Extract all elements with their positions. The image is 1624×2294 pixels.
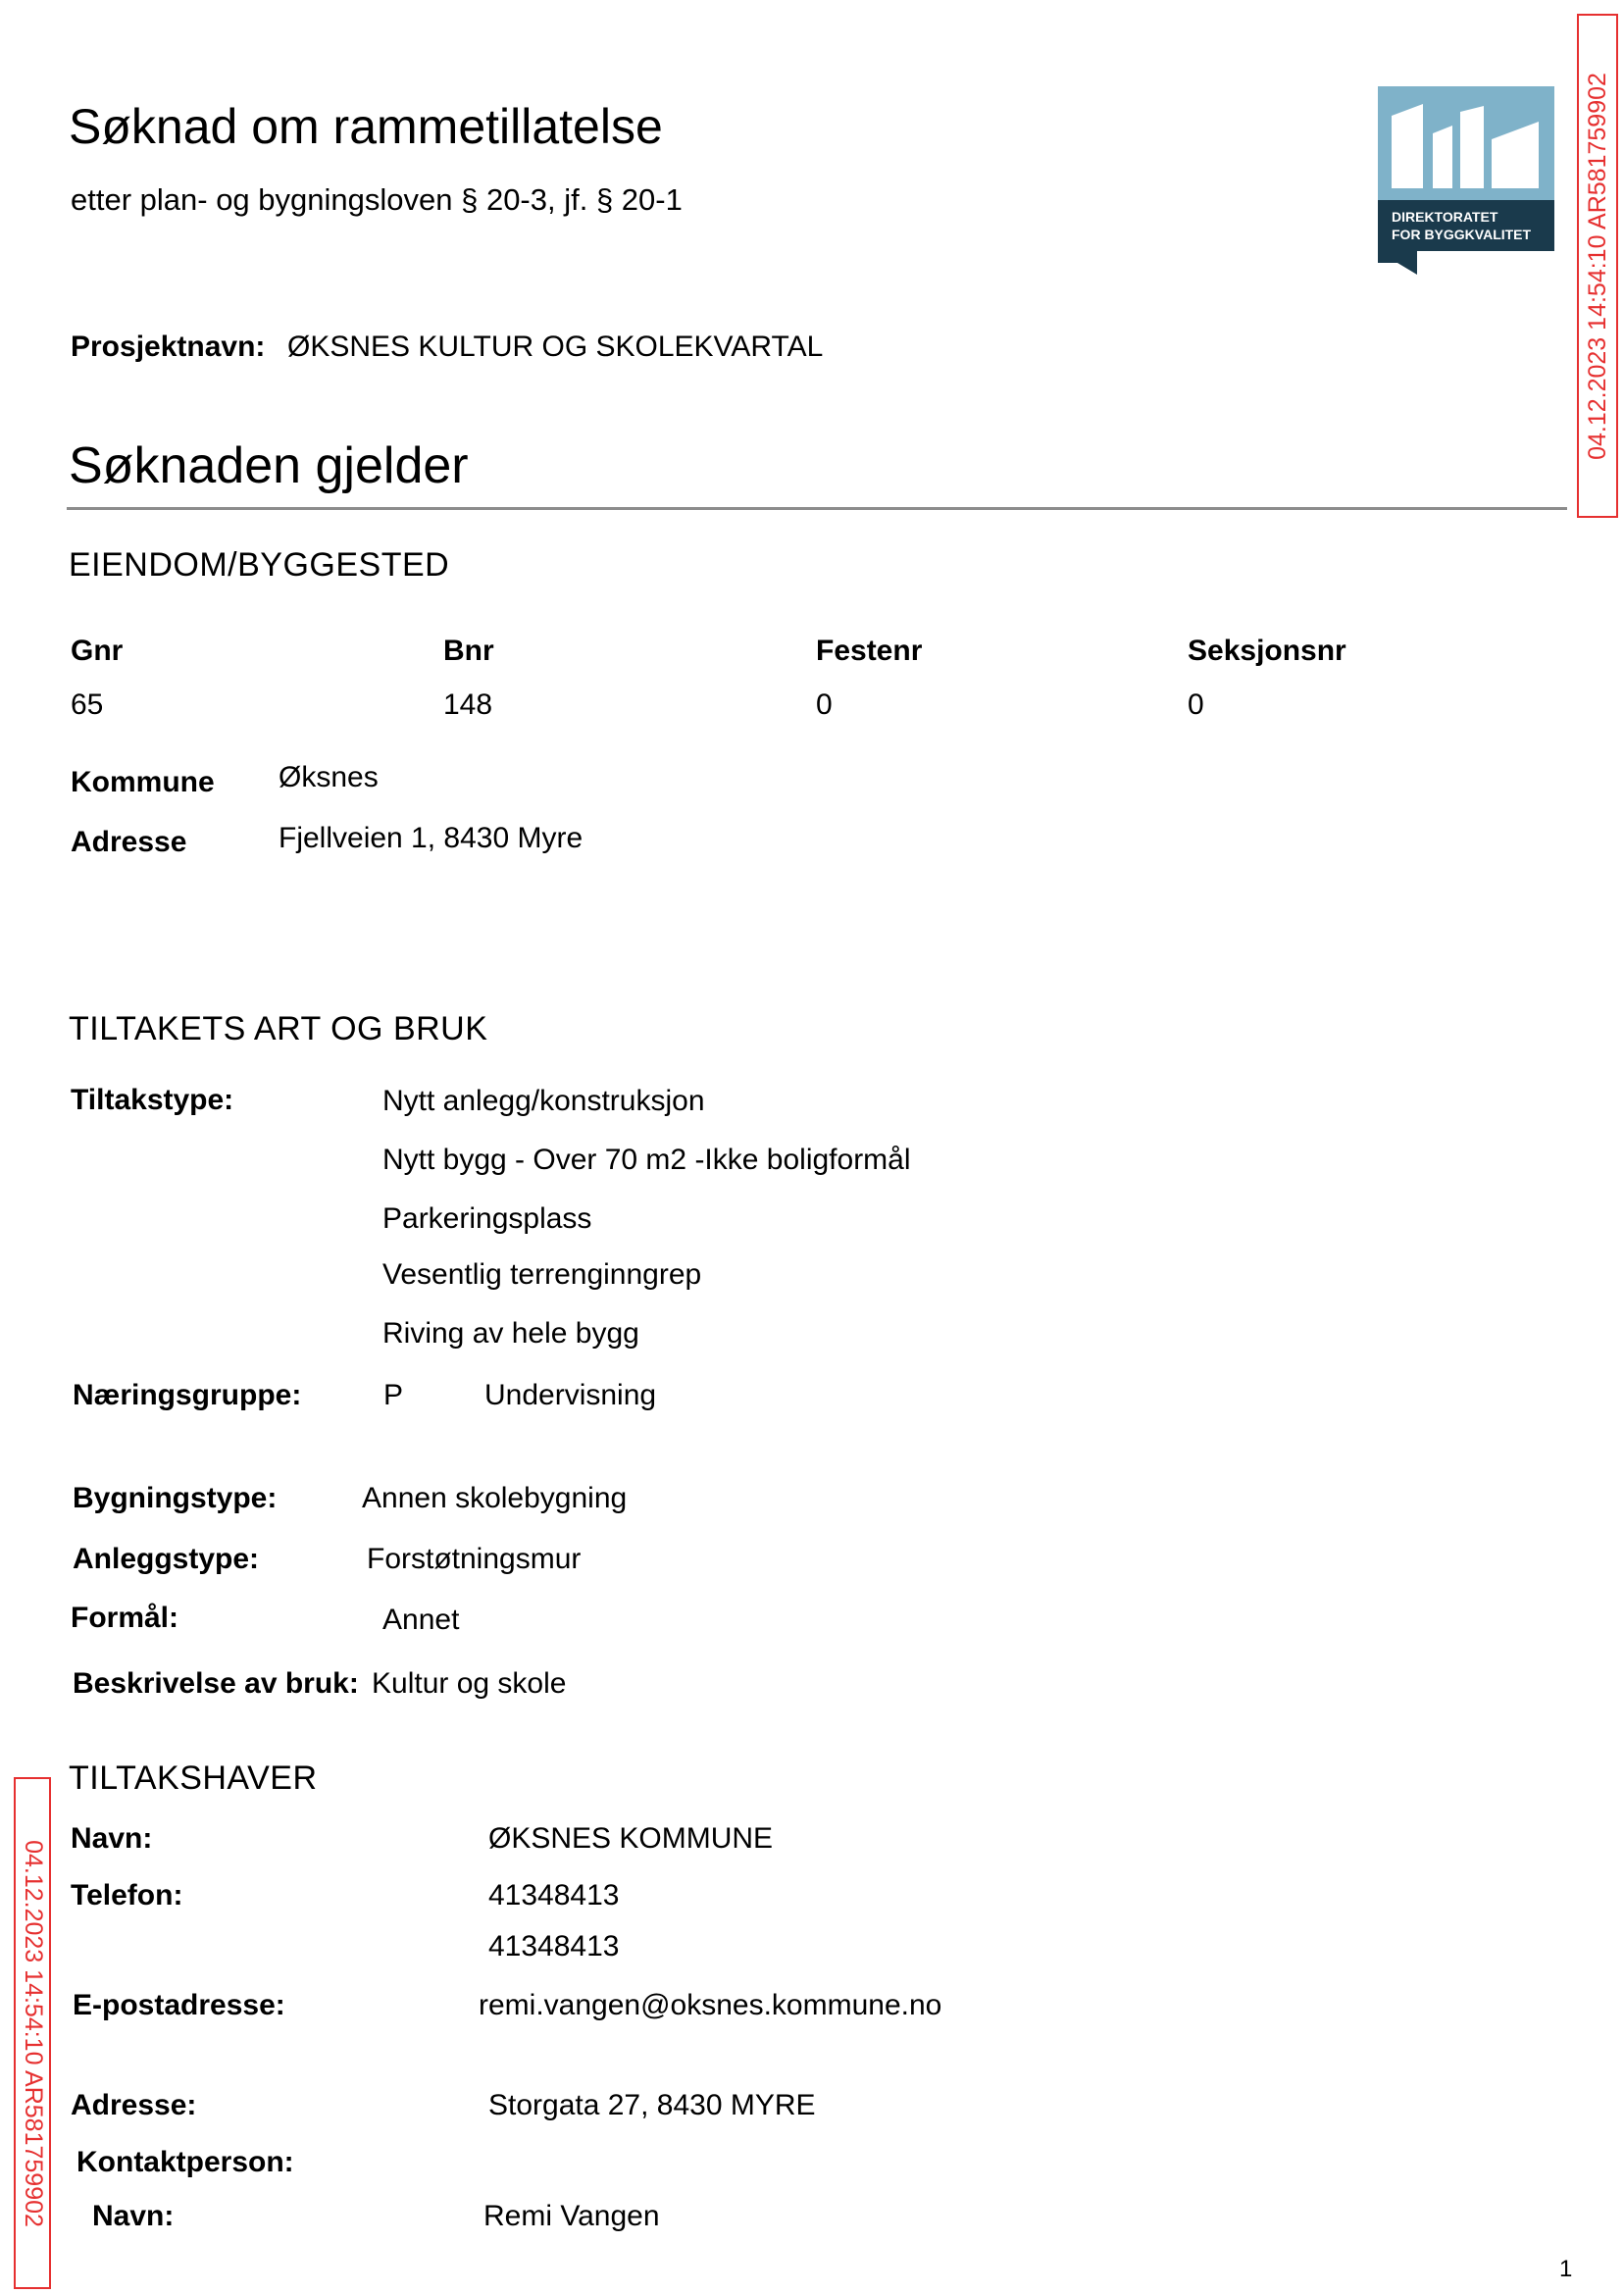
- epost-label: E-postadresse:: [73, 1989, 285, 2021]
- section-divider: [67, 507, 1567, 510]
- bnr-value: 148: [443, 688, 493, 721]
- tiltakstype-item: Nytt anlegg/konstruksjon: [382, 1085, 705, 1117]
- tiltak-heading: TILTAKETS ART OG BRUK: [69, 1010, 488, 1047]
- logo-line-2: FOR BYGGKVALITET: [1392, 227, 1532, 242]
- naeringsgruppe-code: P: [383, 1379, 404, 1411]
- tiltakshaver-adresse-value: Storgata 27, 8430 MYRE: [488, 2089, 816, 2121]
- telefon-value: 41348413: [488, 1879, 620, 1912]
- kommune-value: Øksnes: [279, 761, 379, 793]
- beskrivelse-label: Beskrivelse av bruk:: [73, 1667, 359, 1700]
- page-subtitle: etter plan- og bygningsloven § 20-3, jf. § 20-1: [71, 182, 683, 217]
- tiltakshaver-heading: TILTAKSHAVER: [69, 1759, 318, 1797]
- archive-stamp-left: 04.12.2023 14:54:10 AR581759902: [14, 1777, 51, 2289]
- formal-label: Formål:: [71, 1602, 179, 1634]
- navn-label: Navn:: [71, 1822, 153, 1855]
- tiltakstype-item: Parkeringsplass: [382, 1202, 592, 1235]
- kommune-label: Kommune: [71, 766, 215, 798]
- epost-value: remi.vangen@oksnes.kommune.no: [479, 1989, 942, 2021]
- anleggstype-label: Anleggstype:: [73, 1543, 260, 1575]
- seksjonsnr-value: 0: [1188, 688, 1204, 721]
- naeringsgruppe-label: Næringsgruppe:: [73, 1379, 302, 1411]
- section-title: Søknaden gjelder: [69, 437, 469, 494]
- logo-bottom-panel: [1378, 200, 1554, 251]
- bygningstype-value: Annen skolebygning: [362, 1482, 628, 1514]
- kontakt-navn-label: Navn:: [92, 2200, 175, 2232]
- gnr-value: 65: [71, 688, 104, 721]
- bnr-label: Bnr: [443, 635, 494, 667]
- tiltakstype-item: Vesentlig terrenginngrep: [382, 1258, 702, 1291]
- navn-value: ØKSNES KOMMUNE: [488, 1822, 774, 1855]
- festenr-value: 0: [816, 688, 833, 721]
- tiltakstype-item: Nytt bygg - Over 70 m2 -Ikke boligformål: [382, 1144, 911, 1176]
- dibk-logo: [1378, 86, 1554, 275]
- festenr-label: Festenr: [816, 635, 923, 667]
- project-value: ØKSNES KULTUR OG SKOLEKVARTAL: [287, 331, 824, 363]
- seksjonsnr-label: Seksjonsnr: [1188, 635, 1346, 667]
- kontakt-navn-value: Remi Vangen: [483, 2200, 660, 2232]
- tiltakstype-item: Riving av hele bygg: [382, 1317, 639, 1350]
- project-label: Prosjektnavn:: [71, 331, 266, 363]
- tiltakstype-label: Tiltakstype:: [71, 1084, 234, 1116]
- adresse-value: Fjellveien 1, 8430 Myre: [279, 822, 584, 854]
- page-number: 1: [1559, 2256, 1573, 2282]
- anleggstype-value: Forstøtningsmur: [367, 1543, 582, 1575]
- bygningstype-label: Bygningstype:: [73, 1482, 278, 1514]
- archive-stamp-right: 04.12.2023 14:54:10 AR581759902: [1577, 14, 1618, 518]
- adresse-label: Adresse: [71, 826, 187, 858]
- telefon-value: 41348413: [488, 1930, 620, 1963]
- formal-value: Annet: [382, 1604, 460, 1636]
- telefon-label: Telefon:: [71, 1879, 183, 1912]
- naeringsgruppe-value: Undervisning: [484, 1379, 657, 1411]
- gnr-label: Gnr: [71, 635, 124, 667]
- page-title: Søknad om rammetillatelse: [69, 99, 663, 154]
- eiendom-heading: EIENDOM/BYGGESTED: [69, 546, 450, 584]
- logo-line-1: DIREKTORATET: [1392, 209, 1498, 225]
- kontaktperson-label: Kontaktperson:: [76, 2146, 294, 2178]
- tiltakshaver-adresse-label: Adresse:: [71, 2089, 197, 2121]
- beskrivelse-value: Kultur og skole: [372, 1667, 567, 1700]
